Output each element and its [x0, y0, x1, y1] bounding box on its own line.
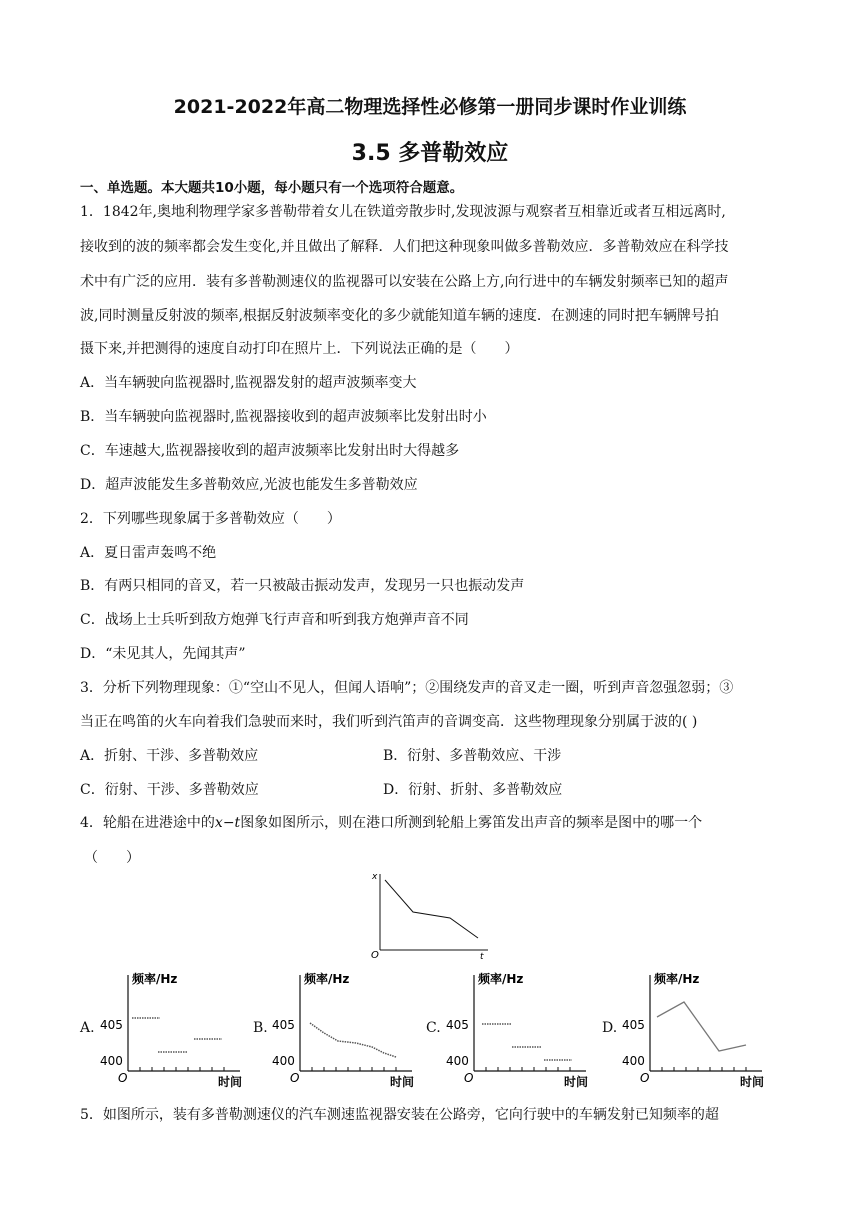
- q1-stem-line-1: 1．1842年,奥地利物理学家多普勒带着女儿在铁道旁散步时,发现波源与观察者互相靠近或者互相远离时,: [80, 204, 726, 220]
- q2-option-b: B．有两只相同的音叉，若一只被敲击振动发声，发现另一只也振动发声: [80, 578, 525, 594]
- xt-curve: [385, 880, 478, 938]
- xt-x-label: x: [372, 872, 378, 882]
- q1-option-d: D．超声波能发生多普勒效应,光波也能发生多普勒效应: [80, 477, 418, 493]
- graph-b-curve: [310, 1023, 396, 1057]
- graph-b-ylabel: 频率/Hz: [304, 972, 350, 986]
- xt-t-label: t: [480, 952, 484, 960]
- graph-d-xlabel: 时间: [740, 1075, 765, 1089]
- q2-stem: 2．下列哪些现象属于多普勒效应（ ）: [80, 511, 341, 527]
- q2-option-d: D．“未见其人，先闻其声”: [80, 646, 246, 662]
- graph-option-b: [272, 965, 420, 1090]
- graph-a-ytick-405: 405: [100, 1018, 123, 1032]
- graph-d-curve: [657, 1002, 746, 1051]
- graph-b-xlabel: 时间: [390, 1075, 415, 1089]
- q1-stem-line-2: 接收到的波的频率都会发生变化,并且做出了解释．人们把这种现象叫做多普勒效应．多普勒效应在科学技: [80, 239, 729, 255]
- graph-option-d: [622, 965, 770, 1090]
- lesson-title: 3.5 多普勒效应: [351, 141, 509, 166]
- q2-option-a: A．夏日雷声轰鸣不绝: [80, 545, 217, 561]
- graph-a-ytick-400: 400: [100, 1054, 123, 1068]
- graph-c-xlabel: 时间: [564, 1075, 589, 1089]
- q3-option-d: D．衍射、折射、多普勒效应: [383, 782, 563, 798]
- q4-stem-text-before: 4．轮船在进港途中的: [80, 815, 215, 831]
- graph-a-xlabel: 时间: [218, 1075, 243, 1089]
- graph-c-ytick-405: 405: [446, 1018, 469, 1032]
- xt-origin: O: [371, 950, 379, 960]
- q3-stem-line-2: 当正在鸣笛的火车向着我们急驶而来时，我们听到汽笛声的音调变高．这些物理现象分别属于波的( ): [80, 714, 698, 730]
- graph-option-a: [100, 965, 248, 1090]
- q1-option-c: C．车速越大,监视器接收到的超声波频率比发射出时大得越多: [80, 443, 460, 459]
- graph-a-origin: O: [118, 1071, 128, 1085]
- graph-d-origin: O: [640, 1071, 650, 1085]
- graph-option-b-label: B.: [253, 1020, 268, 1036]
- q3-option-c: C．衍射、干涉、多普勒效应: [80, 782, 259, 798]
- xt-graph: [368, 870, 493, 960]
- q3-option-a: A．折射、干涉、多普勒效应: [80, 748, 259, 764]
- graph-d-ytick-405: 405: [622, 1018, 645, 1032]
- graph-d-ytick-400: 400: [622, 1054, 645, 1068]
- q3-stem-line-1: 3．分析下列物理现象：①“空山不见人，但闻人语响”；②围绕发声的音叉走一圈，听到声音忽强忽弱；③: [80, 680, 734, 696]
- q4-answer-paren: （ ）: [84, 850, 140, 866]
- graph-b-origin: O: [290, 1071, 300, 1085]
- graph-b-ytick-400: 400: [272, 1054, 295, 1068]
- graph-d-ylabel: 频率/Hz: [654, 972, 700, 986]
- graph-option-d-label: D.: [602, 1020, 618, 1036]
- q4-stem-text-after: 图象如图所示，则在港口所测到轮船上雾笛发出声音的频率是图中的哪一个: [240, 815, 703, 831]
- graph-c-ytick-400: 400: [446, 1054, 469, 1068]
- graph-option-c: [446, 965, 594, 1090]
- q3-option-b: B．衍射、多普勒效应、干涉: [383, 748, 562, 764]
- q1-stem-line-4: 波,同时测量反射波的频率,根据反射波频率变化的多少就能知道车辆的速度．在测速的同时把车辆牌号拍: [80, 308, 719, 324]
- q1-stem-line-3: 术中有广泛的应用．装有多普勒测速仪的监视器可以安装在公路上方,向行进中的车辆发射频率已知的超声: [80, 274, 729, 290]
- graph-c-origin: O: [464, 1071, 474, 1085]
- section-heading: 一、单选题。本大题共10小题，每小题只有一个选项符合题意。: [80, 180, 464, 196]
- document-title: 2021-2022年高二物理选择性必修第一册同步课时作业训练: [173, 96, 687, 118]
- graph-option-c-label: C.: [426, 1020, 441, 1036]
- q4-stem: [80, 812, 702, 832]
- graph-option-a-label: A.: [80, 1020, 95, 1036]
- q2-option-c: C．战场上士兵听到敌方炮弹飞行声音和听到我方炮弹声音不同: [80, 612, 469, 628]
- q1-option-a: A．当车辆驶向监视器时,监视器发射的超声波频率变大: [80, 375, 417, 391]
- q1-stem-line-5: 摄下来,并把测得的速度自动打印在照片上．下列说法正确的是（ ）: [80, 341, 519, 357]
- q5-stem-line-1: 5．如图所示，装有多普勒测速仪的汽车测速监视器安装在公路旁，它向行驶中的车辆发射已知频率的超: [80, 1107, 719, 1123]
- q1-option-b: B．当车辆驶向监视器时,监视器接收到的超声波频率比发射出时小: [80, 409, 487, 425]
- graph-a-ylabel: 频率/Hz: [132, 972, 178, 986]
- q4-stem-math: x−t: [214, 815, 241, 831]
- graph-b-ytick-405: 405: [272, 1018, 295, 1032]
- graph-c-ylabel: 频率/Hz: [478, 972, 524, 986]
